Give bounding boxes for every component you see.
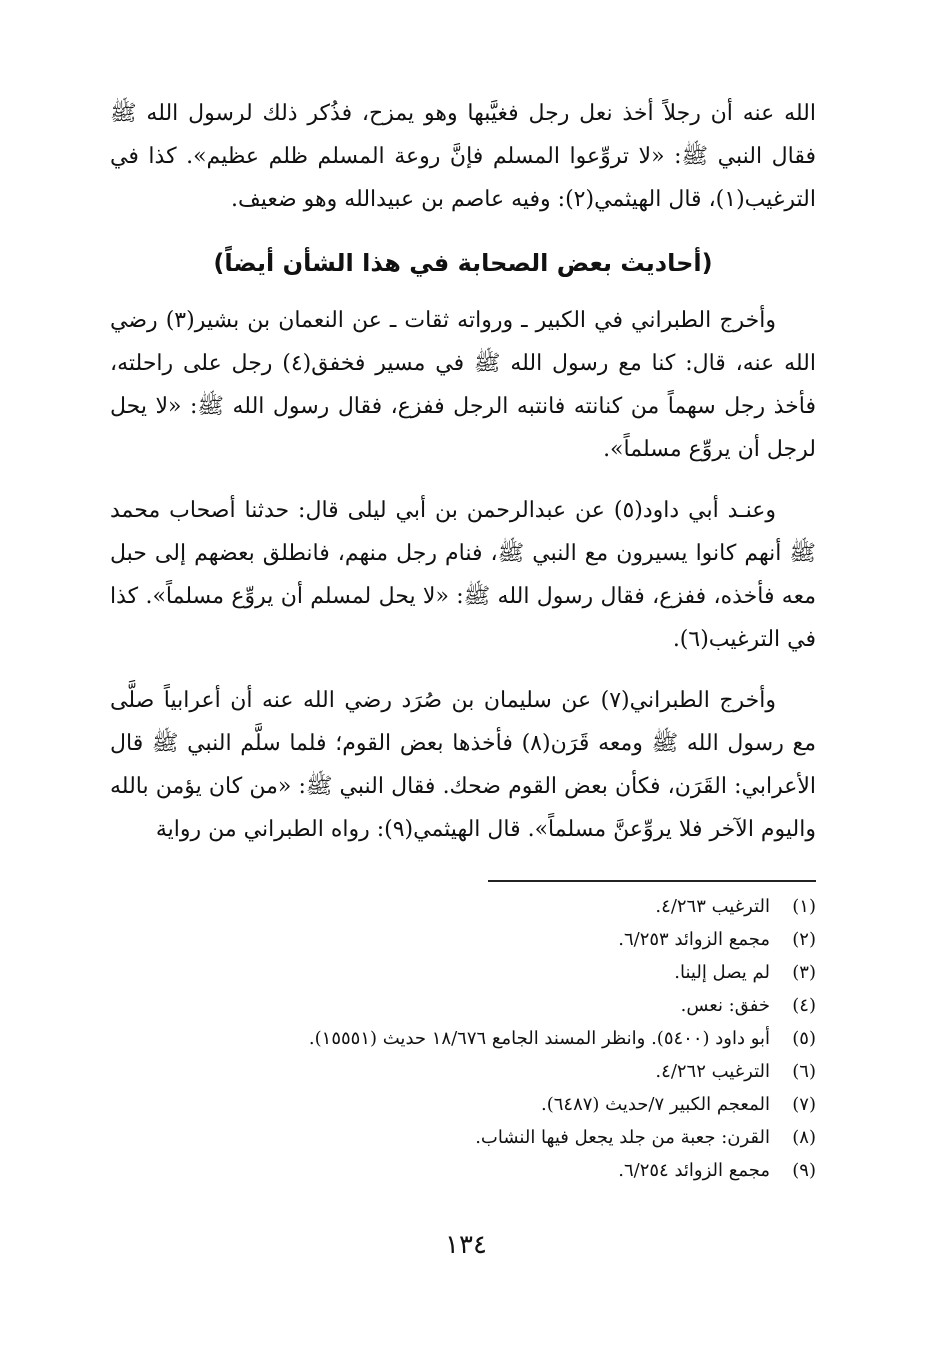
footnote-divider [488,880,816,882]
footnote-number: (٦) [792,1061,816,1082]
footnote-item [150,1022,816,1055]
footnote-number: (٨) [792,1127,816,1148]
paragraph-1: الله عنه أن رجلاً أخذ نعل رجل فغيَّبها وهو يمزح، فذُكر ذلك لرسول الله ﷺ فقال النبي ﷺ: «لا تروِّعوا المسلم فإنَّ روعة المسلم ظلم عظيم». كذا في الترغيب(١)، قال الهيثمي(٢): وفيه عاصم بن عبيدالله وهو ضعيف. [110,101,816,212]
footnote-number: (١) [792,896,816,917]
footnote-text: الترغيب ٤/٢٦٢. [655,1061,770,1082]
footnote-number: (٩) [792,1160,816,1181]
page-body [110,92,816,851]
footnote-number: (٣) [792,962,816,983]
footnote-number: (٤) [792,995,816,1016]
footnote-text: مجمع الزوائد ٦/٢٥٣. [618,929,770,950]
footnote-number: (٢) [792,929,816,950]
footnotes-list [150,890,816,1187]
footnote-text: لم يصل إلينا. [674,962,770,983]
footnote-number: (٥) [792,1028,816,1049]
section-heading: (أحاديث بعض الصحابة في هذا الشأن أيضاً) [213,249,713,277]
footnote-item [150,1055,816,1088]
footnote-item [150,890,816,923]
footnote-text: مجمع الزوائد ٦/٢٥٤. [618,1160,770,1181]
footnote-item [150,923,816,956]
paragraph-4: وأخرج الطبراني(٧) عن سليمان بن صُرَد رضي الله عنه أن أعرابياً صلَّى مع رسول الله ﷺ ومعه قَرَن(٨) فأخذها بعض القوم؛ فلما سلَّم النبي ﷺ قال الأعرابي: القَرَن، فكأن بعض القوم ضحك. فقال النبي ﷺ: «من كان يؤمن بالله واليوم الآخر فلا يروِّعنَّ مسلماً». قال الهيثمي(٩): رواه الطبراني من رواية [110,688,816,842]
paragraph-3: وعنـد أبي داود(٥) عن عبدالرحمن بن أبي ليلى قال: حدثنا أصحاب محمد ﷺ أنهم كانوا يسيرون مع النبي ﷺ، فنام رجل منهم، فانطلق بعضهم إلى حبل معه فأخذه، ففزع، فقال رسول الله ﷺ: «لا يحل لمسلم أن يروِّع مسلماً». كذا في الترغيب(٦). [110,498,816,652]
footnote-item [150,1121,816,1154]
footnote-text: الترغيب ٤/٢٦٣. [655,896,770,917]
footnote-item [150,1154,816,1187]
footnote-text: خفق: نعس. [680,995,770,1016]
footnote-text: أبو داود (٥٤٠٠). وانظر المسند الجامع ١٨/٦٧٦ حديث (١٥٥٥١). [308,1028,770,1049]
footnote-item [150,989,816,1022]
paragraph-2: وأخرج الطبراني في الكبير ـ ورواته ثقات ـ عن النعمان بن بشير(٣) رضي الله عنه، قال: كنا مع رسول الله ﷺ في مسير فخفق(٤) رجل على راحلته، فأخذ رجل سهماً من كنانته فانتبه الرجل ففزع، فقال رسول الله ﷺ: «لا يحل لرجل أن يروِّع مسلماً». [110,308,816,462]
footnote-text: القرن: جعبة من جلد يجعل فيها النشاب. [475,1127,770,1148]
footnote-item [150,1088,816,1121]
page-number: ١٣٤ [445,1230,487,1260]
footnote-number: (٧) [792,1094,816,1115]
footnote-text: المعجم الكبير ٧/حديث (٦٤٨٧). [540,1094,770,1115]
footnote-item [150,956,816,989]
